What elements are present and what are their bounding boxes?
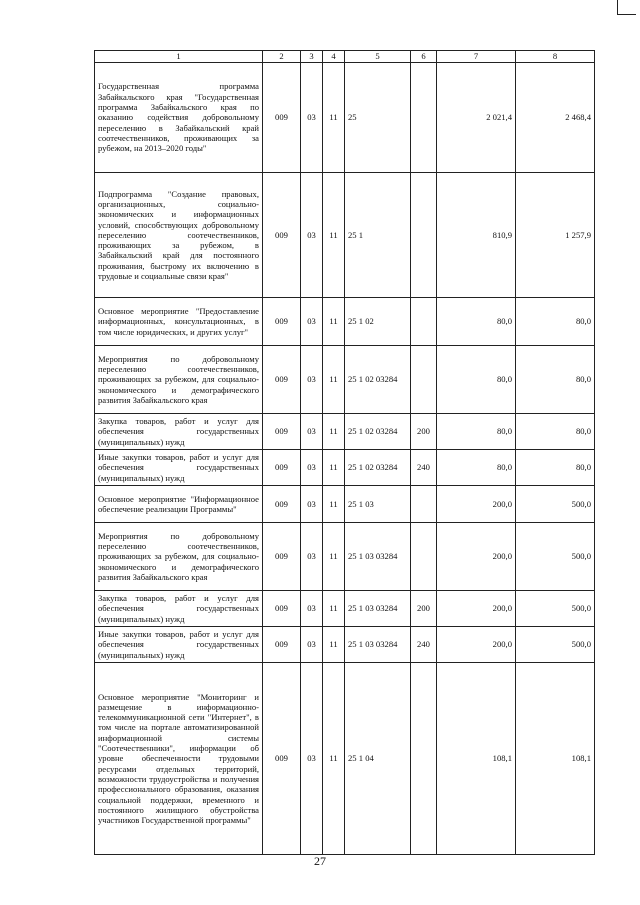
col-header-8: 8 (516, 51, 595, 63)
table-row (95, 450, 595, 486)
cell-amount-2: 500,0 (516, 591, 595, 627)
table-row (95, 346, 595, 414)
cell-subsection: 11 (323, 591, 345, 627)
cell-expense-type: 200 (411, 414, 437, 450)
cell-section: 03 (301, 486, 323, 523)
cell-section: 03 (301, 173, 323, 298)
cell-section: 03 (301, 414, 323, 450)
row-description: Подпрограмма "Создание правовых, организационных, социально-экономических и информационных условий, способствующих добровольному переселению соотечественников, проживающих за рубежом, в Забайкальский край для постоянного проживания, быстрому их включению в трудовые и социальные связи края" (95, 173, 263, 298)
cell-subsection: 11 (323, 346, 345, 414)
cell-target-article: 25 1 03 03284 (345, 523, 411, 591)
cell-amount-1: 200,0 (437, 591, 516, 627)
table-header-row (95, 51, 595, 63)
cell-expense-type (411, 523, 437, 591)
cell-amount-2: 500,0 (516, 523, 595, 591)
cell-amount-2: 80,0 (516, 414, 595, 450)
row-description: Мероприятия по добровольному переселению соотечественников, проживающих за рубежом, для социально-экономического и демографического развития Забайкальского края (95, 346, 263, 414)
cell-target-article: 25 1 02 03284 (345, 450, 411, 486)
cell-subsection: 11 (323, 173, 345, 298)
cell-expense-type (411, 173, 437, 298)
cell-amount-1: 200,0 (437, 627, 516, 663)
cell-subsection: 11 (323, 298, 345, 346)
table-row (95, 486, 595, 523)
cell-ministry: 009 (263, 346, 301, 414)
cell-section: 03 (301, 523, 323, 591)
cell-amount-2: 80,0 (516, 346, 595, 414)
cell-target-article: 25 1 03 03284 (345, 591, 411, 627)
table-row (95, 414, 595, 450)
col-header-2: 2 (263, 51, 301, 63)
cell-subsection: 11 (323, 63, 345, 173)
cell-ministry: 009 (263, 173, 301, 298)
row-description: Основное мероприятие "Информационное обеспечение реализации Программы" (95, 486, 263, 523)
cell-section: 03 (301, 63, 323, 173)
row-description: Мероприятия по добровольному переселению соотечественников, проживающих за рубежом, для социально-экономического и демографического развития Забайкальского края (95, 523, 263, 591)
cell-subsection: 11 (323, 414, 345, 450)
cell-section: 03 (301, 663, 323, 855)
col-header-4: 4 (323, 51, 345, 63)
cell-amount-1: 200,0 (437, 486, 516, 523)
cell-section: 03 (301, 450, 323, 486)
cell-ministry: 009 (263, 591, 301, 627)
cell-ministry: 009 (263, 523, 301, 591)
col-header-6: 6 (411, 51, 437, 63)
table-row (95, 173, 595, 298)
row-description: Закупка товаров, работ и услуг для обеспечения государственных (муниципальных) нужд (95, 591, 263, 627)
cell-amount-2: 1 257,9 (516, 173, 595, 298)
cell-target-article: 25 1 03 03284 (345, 627, 411, 663)
cell-target-article: 25 1 03 (345, 486, 411, 523)
cell-subsection: 11 (323, 523, 345, 591)
cell-expense-type: 240 (411, 450, 437, 486)
cell-amount-1: 200,0 (437, 523, 516, 591)
col-header-3: 3 (301, 51, 323, 63)
col-header-5: 5 (345, 51, 411, 63)
row-description: Государственная программа Забайкальского края "Государственная программа Забайкальского края по оказанию содействия добровольному переселению в Забайкальский край соотечественников, проживающих за рубежом, на 2013–2020 годы" (95, 63, 263, 173)
budget-table (94, 50, 595, 855)
cell-amount-1: 80,0 (437, 298, 516, 346)
cell-amount-1: 80,0 (437, 414, 516, 450)
cell-target-article: 25 1 02 03284 (345, 346, 411, 414)
page-number: 27 (314, 854, 326, 868)
row-description: Закупка товаров, работ и услуг для обеспечения государственных (муниципальных) нужд (95, 414, 263, 450)
row-description: Иные закупки товаров, работ и услуг для обеспечения государственных (муниципальных) нужд (95, 450, 263, 486)
cell-target-article: 25 1 02 03284 (345, 414, 411, 450)
row-description: Основное мероприятие "Предоставление информационных, консультационных, в том числе юридических, и других услуг" (95, 298, 263, 346)
cell-section: 03 (301, 346, 323, 414)
table-row (95, 591, 595, 627)
cell-subsection: 11 (323, 627, 345, 663)
cell-amount-2: 500,0 (516, 486, 595, 523)
cell-amount-2: 80,0 (516, 298, 595, 346)
col-header-1: 1 (95, 51, 263, 63)
cell-amount-1: 108,1 (437, 663, 516, 855)
cell-expense-type (411, 486, 437, 523)
cell-ministry: 009 (263, 414, 301, 450)
cell-amount-2: 80,0 (516, 450, 595, 486)
cell-section: 03 (301, 298, 323, 346)
cell-expense-type: 200 (411, 591, 437, 627)
cell-target-article: 25 1 04 (345, 663, 411, 855)
cell-subsection: 11 (323, 663, 345, 855)
cell-subsection: 11 (323, 486, 345, 523)
cell-expense-type (411, 298, 437, 346)
cell-expense-type (411, 63, 437, 173)
cell-subsection: 11 (323, 450, 345, 486)
cell-amount-1: 810,9 (437, 173, 516, 298)
cell-amount-2: 2 468,4 (516, 63, 595, 173)
cell-ministry: 009 (263, 627, 301, 663)
cell-amount-2: 500,0 (516, 627, 595, 663)
cell-amount-2: 108,1 (516, 663, 595, 855)
cell-expense-type (411, 663, 437, 855)
table-row (95, 627, 595, 663)
cell-ministry: 009 (263, 63, 301, 173)
cell-ministry: 009 (263, 663, 301, 855)
cell-amount-1: 2 021,4 (437, 63, 516, 173)
cell-amount-1: 80,0 (437, 346, 516, 414)
cell-ministry: 009 (263, 298, 301, 346)
cell-expense-type: 240 (411, 627, 437, 663)
cell-amount-1: 80,0 (437, 450, 516, 486)
table-row (95, 298, 595, 346)
row-description: Иные закупки товаров, работ и услуг для обеспечения государственных (муниципальных) нужд (95, 627, 263, 663)
table-row (95, 63, 595, 173)
corner-mark (617, 0, 636, 15)
col-header-7: 7 (437, 51, 516, 63)
table-row (95, 523, 595, 591)
cell-ministry: 009 (263, 486, 301, 523)
cell-ministry: 009 (263, 450, 301, 486)
table-row (95, 663, 595, 855)
row-description: Основное мероприятие "Мониторинг и размещение в информационно-телекоммуникационной сети "Интернет", в том числе на портале автоматизированной информационной системы "Соотечественники", информации об уровне обеспеченности трудовыми ресурсами отдельных территорий, возможности трудоустройства и получения профессионального образования, оказания социальной поддержки, временного и постоянного жилищного обустройства участников Государственной программы" (95, 663, 263, 855)
cell-target-article: 25 (345, 63, 411, 173)
cell-section: 03 (301, 627, 323, 663)
cell-expense-type (411, 346, 437, 414)
cell-section: 03 (301, 591, 323, 627)
cell-target-article: 25 1 02 (345, 298, 411, 346)
cell-target-article: 25 1 (345, 173, 411, 298)
